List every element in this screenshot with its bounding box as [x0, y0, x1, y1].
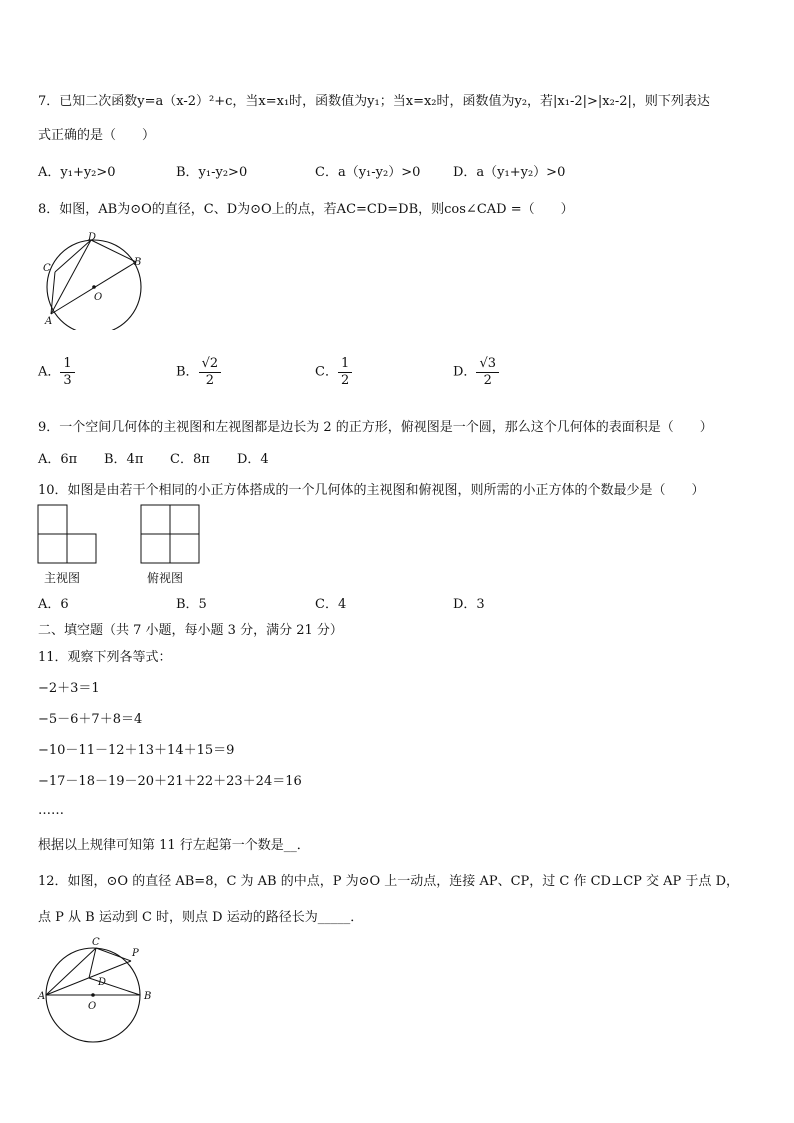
q10-option-b: B．5 [176, 597, 207, 612]
q10-option-c: C．4 [315, 597, 347, 612]
q12-label-a: A [38, 991, 46, 1002]
q10-top-caption: 俯视图 [147, 571, 184, 585]
q8-option-b-den: 2 [205, 372, 214, 388]
q10-front-caption: 主视图 [44, 571, 81, 585]
q11-equation-3: −10－11－12＋13＋14＋15＝9 [38, 743, 235, 758]
q10-front-view [36, 503, 100, 567]
q9-option-c: C．8π [170, 452, 210, 467]
q12-label-b: B [144, 991, 152, 1002]
q8-option-d-den: 2 [483, 372, 492, 388]
q8-option-a-num: 1 [60, 356, 74, 373]
q8-circle [47, 240, 141, 330]
q8-label-d: D [88, 232, 97, 243]
q11-equation-4: −17－18－19－20＋21＋22＋23＋24＝16 [38, 774, 302, 789]
q8-option-a-letter: A． [38, 364, 61, 380]
q7-stem-line2: 式正确的是（ ） [38, 128, 156, 143]
q12-label-p: P [132, 948, 139, 959]
q8-option-c-den: 2 [340, 372, 350, 388]
q8-center-dot [92, 285, 96, 289]
q8-chord-ad [51, 240, 91, 314]
q9-option-b: B．4π [104, 452, 144, 467]
q8-option-b-num: √2 [199, 356, 222, 373]
q7-option-c: C．a（y₁-y₂）>0 [315, 165, 421, 180]
q8-circle-figure [36, 230, 148, 330]
q8-label-o: O [94, 292, 103, 303]
q10-option-d: D．3 [453, 597, 485, 612]
q8-label-b: B [134, 257, 142, 268]
q8-option-c [315, 356, 352, 388]
q8-option-d-num: √3 [476, 356, 499, 373]
q8-option-a [38, 356, 75, 388]
q12-circle-figure [36, 934, 160, 1046]
q12-center-dot [91, 993, 95, 997]
q7-option-a: A．y₁+y₂>0 [38, 165, 116, 180]
q8-stem: 8．如图，AB为⊙O的直径，C、D为⊙O上的点，若AC=CD=DB，则cos∠CAD =（ ） [38, 202, 574, 217]
q9-stem: 9．一个空间几何体的主视图和左视图都是边长为 2 的正方形，俯视图是一个圆，那么这个几何体的表面积是（ ） [38, 420, 713, 435]
q12-segment-ap [46, 961, 131, 995]
q12-stem-line1: 12．如图，⊙O 的直径 AB=8，C 为 AB 的中点，P 为⊙O 上一动点，连接 AP、CP，过 C 作 CD⊥CP 交 AP 于点 D， [38, 874, 739, 889]
q12-stem-line2: 点 P 从 B 运动到 C 时，则点 D 运动的路径长为_____． [38, 910, 364, 925]
q12-chord-ac [46, 948, 96, 995]
q8-option-d [453, 356, 499, 388]
q11-equation-2: −5－6＋7＋8＝4 [38, 712, 143, 727]
q12-label-c: C [92, 937, 100, 948]
q12-segment-db [89, 978, 140, 995]
q8-option-b [176, 356, 221, 388]
q8-option-a-den: 3 [63, 372, 72, 388]
q11-ellipsis: …… [38, 803, 64, 818]
q11-equation-1: −2＋3＝1 [38, 681, 100, 696]
q9-option-d: D．4 [237, 452, 269, 467]
q8-option-b-letter: B． [176, 364, 199, 380]
q10-top-view [139, 503, 203, 567]
q8-label-c: C [43, 263, 51, 274]
q8-option-c-num: 1 [338, 356, 352, 373]
q12-label-o: O [88, 1001, 97, 1012]
q8-chord-db [91, 240, 136, 262]
q12-label-d: D [98, 977, 107, 988]
q10-stem: 10．如图是由若干个相同的小正方体搭成的一个几何体的主视图和俯视图，则所需的小正方体的个数最少是（ ） [38, 483, 705, 498]
q11-stem: 11．观察下列各等式： [38, 650, 172, 665]
q8-option-c-letter: C． [315, 364, 338, 380]
q9-option-a: A．6π [38, 452, 78, 467]
q12-chord-cp [96, 948, 131, 961]
q10-option-a: A．6 [38, 597, 69, 612]
q7-option-b: B．y₁-y₂>0 [176, 165, 248, 180]
q8-option-d-letter: D． [453, 364, 477, 380]
q11-question: 根据以上规律可知第 11 行左起第一个数是__． [38, 838, 310, 853]
section2-title: 二、填空题（共 7 小题，每小题 3 分，满分 21 分） [38, 623, 343, 638]
q7-option-d: D．a（y₁+y₂）>0 [453, 165, 566, 180]
q8-label-a: A [45, 316, 53, 327]
q12-segment-cd [89, 948, 96, 978]
q7-stem-line1: 7．已知二次函数y=a（x-2）²+c，当x=x₁时，函数值为y₁；当x=x₂时，函数值为y₂，若|x₁-2|>|x₂-2|，则下列表达 [38, 94, 710, 109]
